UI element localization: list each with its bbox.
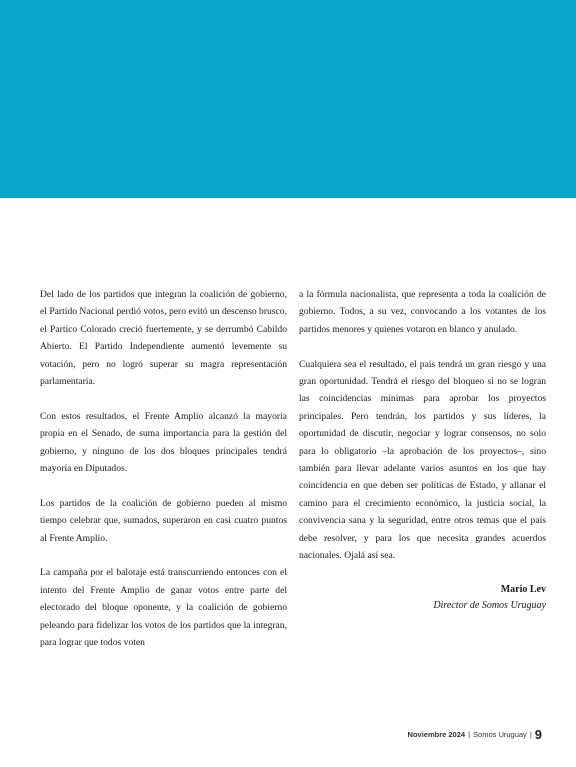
paragraph: Cualquiera sea el resultado, el país tendrá un gran riesgo y una gran oportunidad. Tendrá el riesgo del bloqueo si no se logran las coincidencias mínimas para aprobar los proyectos principales. Pero tendrán, los partidos y sus líderes, la oportunidad de discutir, negociar y lograr consensos, no solo para lo obligatorio –la aprobación de los proyectos–, sino también para llevar adelante varios asuntos en los que hay coincidencia en que deben ser políticas de Estado, y allanar el camino para el crecimiento económico, la justicia social, la convivencia sana y la seguridad, entre otros temas que el país debe resolver, y para los que necesita grandes acuerdos nacionales. Ojalá así sea. — [299, 358, 546, 562]
paragraph: Del lado de los partidos que integran la coalición de gobierno, el Partido Nacional perdió votos, pero evitó un descenso brusco, el Partico Colorado creció fuertemente, y se derrumbó Cabildo Abierto. El Partido Independiente aumentó levemente su votación, pero no logró superar su magra representación parlamentaria. — [40, 289, 287, 388]
footer-publication: Somos Uruguay — [473, 730, 527, 739]
paragraph: Con estos resultados, el Frente Amplio alcanzó la mayoría propia en el Senado, de suma importancia para la gestión del gobierno, y ninguno de los dos bloques principales tendrá mayoría en Diputados. — [40, 410, 287, 475]
paragraph: La campaña por el balotaje está transcurriendo entonces con el intento del Frente Amplio de ganar votos entre parte del electorado del bloque oponente, y la coalición de gobierno peleando para fidelizar los votos de los partidos que la integran, para lograr que todos voten — [40, 567, 287, 649]
signature — [299, 582, 546, 614]
paragraph: Los partidos de la coalición de gobierno pueden al mismo tiempo celebrar que, sumados, superaron en casi cuatro puntos al Frente Amplio. — [40, 497, 287, 544]
article-column-left — [40, 286, 287, 669]
footer-date: Noviembre 2024 — [407, 730, 466, 739]
paragraph: a la fórmula nacionalista, que representa a toda la coalición de gobierno. Todos, a su vez, convocando a los votantes de los partidos menores y quienes votaron en blanco y anulado. — [299, 289, 546, 335]
header-banner — [0, 0, 576, 198]
page-number: 9 — [534, 727, 542, 742]
article-column-right — [299, 286, 546, 614]
footer-separator: | — [529, 730, 532, 739]
author-role: Director de Somos Uruguay — [433, 599, 546, 611]
author-name: Mario Lev — [500, 583, 546, 595]
footer-separator: | — [468, 730, 471, 739]
page-footer — [408, 727, 542, 742]
